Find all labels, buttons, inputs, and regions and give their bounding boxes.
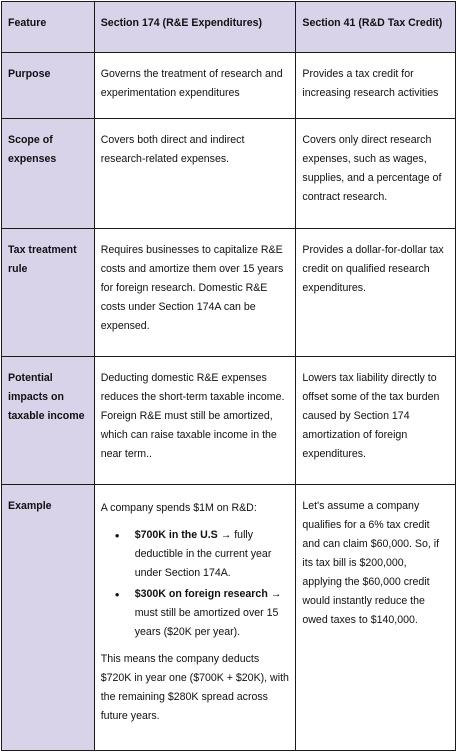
row-tax-treatment [2,229,456,357]
example-section-41: Let's assume a company qualifies for a 6% tax credit and can claim $60,000. So, if its tax bill is $200,000, applying the $60,000 credit would instantly reduce the owed taxes to $140,000. [296,485,456,751]
feature-impacts: Potential impacts on taxable income [2,357,95,485]
example-intro: A company spends $1M on R&D: [100,502,257,514]
example-bullet [135,585,290,642]
header-section-41: Section 41 (R&D Tax Credit) [296,2,456,53]
example-outro: This means the company deducts $720K in year one ($700K + $20K), with the remaining $280K spread across future years. [100,653,289,722]
impact-section-41: Lowers tax liability directly to offset some of the tax burden caused by Section 174 amortization of foreign expenditures. [296,357,456,485]
feature-purpose: Purpose [2,53,95,119]
scope-section-41: Covers only direct research expenses, such as wages, supplies, and a percentage of contract research. [296,119,456,229]
header-row [2,2,456,53]
purpose-section-41: Provides a tax credit for increasing research activities [296,53,456,119]
purpose-section-174: Governs the treatment of research and experimentation expenditures [94,53,296,119]
row-purpose [2,53,456,119]
example-bullet-bold: $700K in the U.S [134,529,218,541]
example-bullet-bold: $300K on foreign research [134,588,268,600]
row-impacts [2,357,456,485]
row-scope [2,119,456,229]
example-bullet-text: → must still be amortized over 15 years ($20K per year). [134,588,282,638]
header-section-174: Section 174 (R&E Expenditures) [94,2,296,53]
feature-scope: Scope of expenses [2,119,95,229]
example-bullet-list [101,526,290,642]
row-example [2,485,456,751]
impact-section-174: Deducting domestic R&E expenses reduces the short-term taxable income. Foreign R&E must still be amortized, which can raise taxable income in the near term.. [94,357,296,485]
header-feature: Feature [2,2,95,53]
example-section-174 [94,485,296,751]
feature-tax-treatment: Tax treatment rule [2,229,95,357]
example-bullet [135,526,290,583]
rule-section-41: Provides a dollar-for-dollar tax credit on qualified research expenditures. [296,229,456,357]
scope-section-174: Covers both direct and indirect research-related expenses. [94,119,296,229]
rule-section-174: Requires businesses to capitalize R&E costs and amortize them over 15 years for foreign research. Domestic R&E costs under Section 174A can be expensed. [94,229,296,357]
comparison-table [1,1,456,751]
feature-example: Example [2,485,95,751]
example-bullet-text: → fully deductible in the current year under Section 174A. [134,529,272,579]
